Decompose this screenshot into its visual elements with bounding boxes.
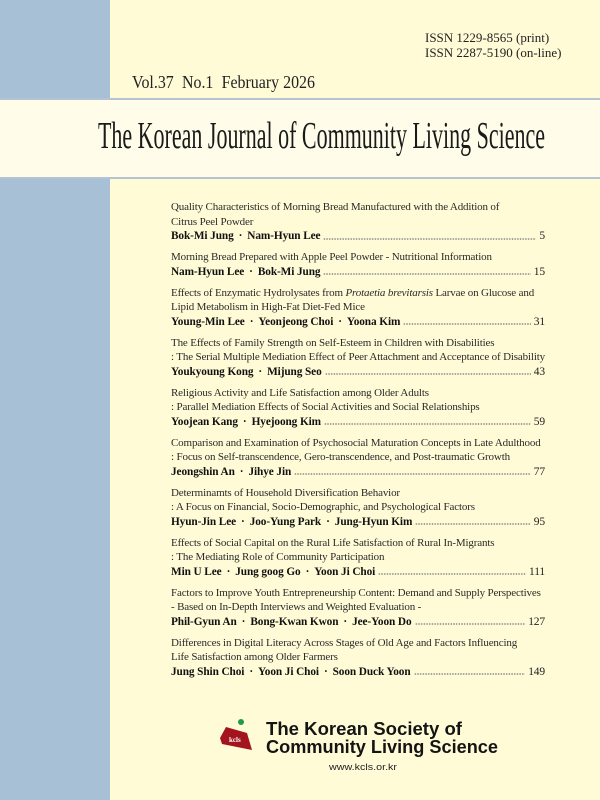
author-list xyxy=(171,565,375,580)
article-title-line[interactable] xyxy=(171,400,480,415)
toc-entry[interactable] xyxy=(171,200,545,244)
author-name: Bong-Kwan Kwon xyxy=(250,615,339,628)
article-title-text: - Based on In-Depth Interviews and Weighted Evaluation - xyxy=(171,601,422,613)
toc-entry[interactable] xyxy=(171,636,545,680)
toc-entry[interactable] xyxy=(171,386,545,430)
author-name: Yoona Kim xyxy=(346,315,401,328)
author-name: Nam-Hyun Lee xyxy=(247,230,321,242)
article-title-text: Citrus Peel Powder xyxy=(171,215,254,228)
publisher-name-line2: Community Living Science xyxy=(266,736,498,757)
authors-line xyxy=(171,665,545,680)
author-name: Mijung Seo xyxy=(267,365,322,378)
author-separator: · xyxy=(338,315,342,328)
author-name: Yoojean Kang xyxy=(171,415,238,428)
page-number[interactable]: 149 xyxy=(528,665,545,678)
article-title-text: Larvae on Glucose and xyxy=(432,286,535,299)
authors-line xyxy=(171,229,545,244)
page-number[interactable]: 77 xyxy=(533,465,545,478)
issn-block xyxy=(425,30,562,60)
author-separator: · xyxy=(323,665,328,678)
article-title-text: Comparison and Examination of Psychosocial Maturation Concepts in Late Adulthood xyxy=(171,436,541,449)
authors-line xyxy=(171,315,545,330)
article-title-line[interactable] xyxy=(171,450,510,465)
dot-leader xyxy=(294,473,531,475)
article-title-text: : Focus on Self-transcendence, Gero-transcendence, and Post-traumatic Growth xyxy=(171,451,510,463)
author-name: Jung goog Go xyxy=(235,565,301,578)
toc-entry[interactable] xyxy=(171,486,545,530)
author-separator: · xyxy=(258,365,263,378)
article-title-text: Effects of Enzymatic Hydrolysates from xyxy=(171,286,346,299)
author-name: Yeonjeong Choi xyxy=(258,315,334,328)
author-separator: · xyxy=(249,315,254,328)
author-name: Jeongshin An xyxy=(171,465,235,478)
author-list xyxy=(171,665,411,680)
publisher-name-line1: The Korean Society of xyxy=(266,718,462,739)
article-title-text: The Effects of Family Strength on Self-Esteem in Children with Disabilities xyxy=(171,336,495,349)
toc-entry[interactable] xyxy=(171,586,545,630)
author-name: Jee-Yoon Do xyxy=(352,615,412,628)
author-separator: · xyxy=(326,515,330,528)
article-title-line[interactable] xyxy=(171,650,338,665)
volume-label: Vol.37 xyxy=(132,72,174,92)
author-separator: · xyxy=(241,515,245,528)
issue-info-fit xyxy=(132,72,315,92)
article-title-line[interactable] xyxy=(171,336,494,351)
authors-line xyxy=(171,265,545,280)
article-title-line[interactable] xyxy=(171,200,499,215)
publisher-name-line2-wrap xyxy=(266,737,502,757)
author-separator: · xyxy=(242,415,247,428)
toc-entry[interactable] xyxy=(171,286,545,330)
dot-leader xyxy=(325,373,531,375)
article-title-line[interactable] xyxy=(171,286,534,301)
author-separator: · xyxy=(238,230,243,242)
authors-line xyxy=(171,515,545,530)
kcls-logo-icon xyxy=(215,715,257,755)
article-title-line[interactable] xyxy=(171,215,253,230)
logo-green-dot xyxy=(238,719,244,725)
article-title-line[interactable] xyxy=(171,300,365,315)
authors-line xyxy=(171,565,545,580)
dot-leader xyxy=(415,523,531,525)
authors-line xyxy=(171,465,545,480)
toc-entry[interactable] xyxy=(171,436,545,480)
author-list xyxy=(171,315,400,330)
article-title-text: Religious Activity and Life Satisfaction among Older Adults xyxy=(171,386,429,399)
dot-leader xyxy=(403,323,530,325)
number-label: No.1 xyxy=(181,72,214,92)
page-number[interactable]: 15 xyxy=(533,265,545,278)
dot-leader xyxy=(323,273,530,275)
article-title-text: Lipid Metabolism in High-Fat Diet-Fed Mice xyxy=(171,301,365,313)
author-list xyxy=(171,265,320,280)
page-number[interactable]: 127 xyxy=(528,615,545,628)
issn-print: ISSN 1229-8565 (print) xyxy=(425,30,550,45)
author-list xyxy=(171,415,321,430)
author-name: Phil-Gyun An xyxy=(171,615,237,628)
article-title-text: Morning Bread Prepared with Apple Peel Powder - Nutritional Information xyxy=(171,251,492,263)
author-name: Youkyoung Kong xyxy=(171,365,254,378)
author-list xyxy=(171,229,320,244)
dot-leader xyxy=(415,623,526,625)
article-title-text: Life Satisfaction among Older Farmers xyxy=(171,651,338,663)
publisher-website-wrap xyxy=(329,762,397,772)
species-name: Protaetia brevitarsis xyxy=(345,286,433,299)
article-title-line[interactable] xyxy=(171,586,541,601)
article-title-text: : The Serial Multiple Mediation Effect of Peer Attachment and Acceptance of Disability xyxy=(171,351,545,363)
toc-entry[interactable] xyxy=(171,536,545,580)
author-list xyxy=(171,615,412,630)
toc-entry[interactable] xyxy=(171,336,545,380)
author-name: Hyejoong Kim xyxy=(251,415,321,428)
author-separator: · xyxy=(249,665,253,678)
author-name: Jung-Hyun Kim xyxy=(334,515,413,528)
page-number[interactable]: 111 xyxy=(529,565,545,578)
author-separator: · xyxy=(226,565,231,578)
issue-info xyxy=(132,72,333,92)
author-separator: · xyxy=(241,615,246,628)
author-name: Hyun-Jin Lee xyxy=(171,515,237,528)
author-list xyxy=(171,515,412,530)
author-separator: · xyxy=(239,465,244,478)
page-number[interactable]: 59 xyxy=(533,415,545,428)
article-title-text: Differences in Digital Literacy Across Stages of Old Age and Factors Influencing xyxy=(171,636,518,649)
page-number[interactable]: 43 xyxy=(533,365,545,378)
authors-line xyxy=(171,615,545,630)
author-name: Bok-Mi Jung xyxy=(257,265,321,278)
page-number[interactable]: 95 xyxy=(533,515,545,528)
article-title-text: Quality Characteristics of Morning Bread Manufactured with the Addition of xyxy=(171,201,500,213)
author-name: Nam-Hyun Lee xyxy=(171,265,245,278)
article-title-line[interactable] xyxy=(171,350,545,365)
author-name: Bok-Mi Jung xyxy=(171,230,234,242)
article-title-line[interactable] xyxy=(171,500,475,515)
article-title-line[interactable] xyxy=(171,536,494,551)
article-title-text: : Parallel Mediation Effects of Social Activities and Social Relationships xyxy=(171,401,480,413)
dot-leader xyxy=(414,673,526,675)
author-list xyxy=(171,365,322,380)
author-separator: · xyxy=(305,565,310,578)
page-number[interactable]: 5 xyxy=(539,230,545,242)
article-title-text: Factors to Improve Youth Entrepreneurship Content: Demand and Supply Perspectives xyxy=(171,586,541,599)
author-separator: · xyxy=(343,615,348,628)
article-title-text: : The Mediating Role of Community Participation xyxy=(171,551,385,563)
author-name: Yoon Ji Choi xyxy=(258,665,319,678)
dot-leader xyxy=(324,423,531,425)
author-name: Joo-Yung Park xyxy=(249,515,322,528)
article-title-line[interactable] xyxy=(171,250,492,265)
publisher-website[interactable]: www.kcls.or.kr xyxy=(329,762,397,772)
issue-date: February 2026 xyxy=(221,72,315,92)
issn-online: ISSN 2287-5190 (on-line) xyxy=(425,45,562,60)
author-name: Min U Lee xyxy=(171,565,222,578)
article-title-text: : A Focus on Financial, Socio-Demographic, and Psychological Factors xyxy=(171,501,475,513)
article-title-line[interactable] xyxy=(171,386,429,401)
author-name: Soon Duck Yoon xyxy=(332,665,411,678)
authors-line xyxy=(171,365,545,380)
dot-leader xyxy=(378,573,526,575)
author-name: Jung Shin Choi xyxy=(171,665,245,678)
journal-title: The Korean Journal of Community Living Science xyxy=(98,115,545,157)
article-title-text: Determinamts of Household Diversification Behavior xyxy=(171,486,400,499)
dot-leader xyxy=(323,238,536,240)
page-number[interactable]: 31 xyxy=(533,315,545,328)
author-name: Young-Min Lee xyxy=(171,315,245,328)
author-list xyxy=(171,465,291,480)
article-title-line[interactable] xyxy=(171,486,400,501)
author-name: Jihye Jin xyxy=(248,465,292,478)
article-title-line[interactable] xyxy=(171,600,421,615)
article-title-line[interactable] xyxy=(171,436,541,451)
author-name: Yoon Ji Choi xyxy=(314,565,376,578)
toc-entry[interactable] xyxy=(171,250,545,279)
article-title-line[interactable] xyxy=(171,636,517,651)
journal-title-wrap xyxy=(98,114,600,158)
toc-list xyxy=(171,200,545,686)
authors-line xyxy=(171,415,545,430)
article-title-text: Effects of Social Capital on the Rural Life Satisfaction of Rural In-Migrants xyxy=(171,536,495,549)
article-title-line[interactable] xyxy=(171,550,384,565)
author-separator: · xyxy=(249,265,253,278)
logo-text: kcls xyxy=(229,736,241,744)
